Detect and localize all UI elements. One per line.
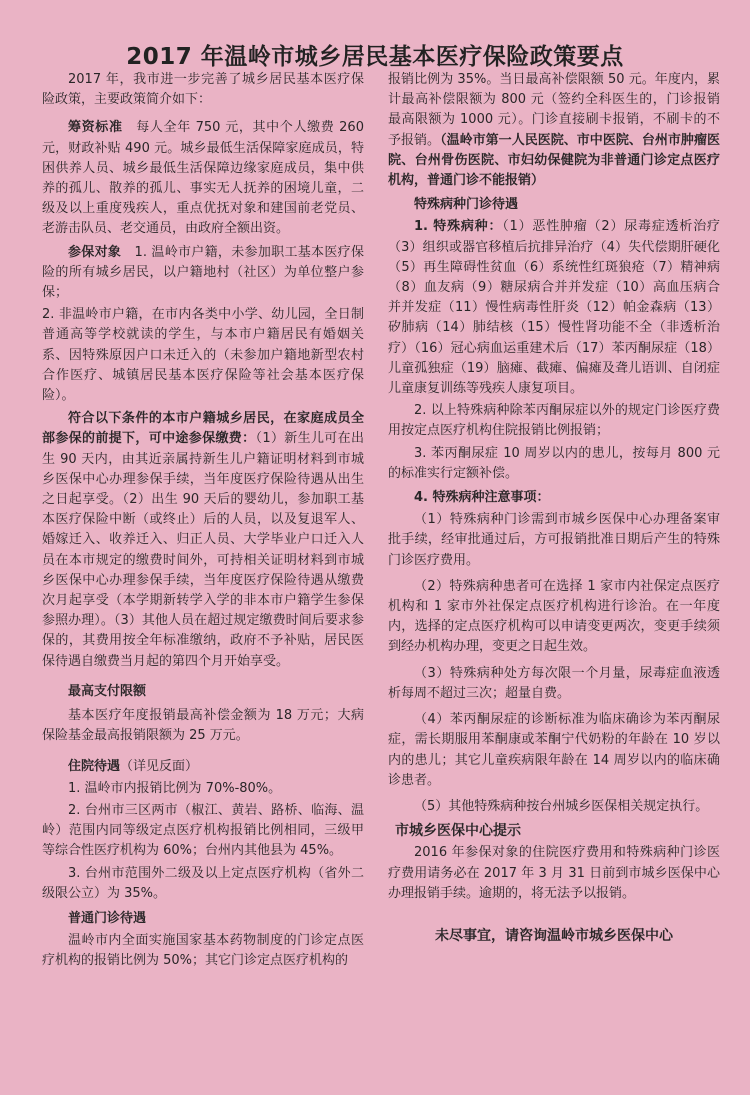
max-pay-text: 基本医疗年度报销最高补偿金额为 18 万元；大病保险基金最高报销限额为 25 万元。 [42, 708, 364, 744]
insured-text-1: 1. 温岭市户籍，未参加职工基本医疗保险的所有城乡居民，以户籍地村（社区）为单位整户参保； [42, 244, 364, 301]
insured-heading: 参保对象 [68, 244, 122, 260]
reminder-text: 2016 年参保对象的住院医疗费用和特殊病种门诊医疗费用请务必在 2017 年 3 月 31 日前到市城乡医保中心办理报销手续。逾期的，将无法予以报销。 [388, 845, 720, 901]
insured-paragraph-1 [42, 243, 364, 304]
special-paragraph-2: 2. 以上特殊病种除苯丙酮尿症以外的规定门诊医疗费用按定点医疗机构住院报销比例报销； [388, 403, 720, 439]
funding-heading: 筹资标准 [68, 120, 123, 136]
notes-item-1: （1）特殊病种门诊需到市城乡医保中心办理备案审批手续，经审批通过后，方可报销批准日期后产生的特殊门诊医疗费用。 [388, 512, 720, 568]
page-title: 2017 年温岭市城乡居民基本医疗保险政策要点 [126, 44, 624, 70]
reminder-heading: 市城乡医保中心提示 [395, 823, 521, 840]
inpatient-note: （详见反面） [120, 758, 199, 774]
special-label-1: 1. 特殊病种： [414, 219, 503, 235]
special-paragraph-1 [388, 217, 720, 399]
midyear-text: （1）新生儿可在出生 90 天内，由其近亲属持新生儿户籍证明材料到市城乡医保中心办理参保手续，当年度医疗保险待遇从出生之日起享受。（2）出生 90 天后的婴幼儿，参加职工基本医疗保险中断（或终止）后的人员，以及复退军人、婚嫁迁入、收养迁入、归正人员、大学毕业户口迁入人员在本市规定的缴费时间外，可持相关证明材料到市城乡医保中心办理参保手续，当年度医疗保险待遇从缴费次月起享受（本学期新转学入学的非本市户籍学生参保参照办理）。（3）其他人员在超过规定缴费时间后要求参保的，其费用按全年标准缴纳，政府不予补贴，居民医保待遇自缴费当月起的第四个月开始享受。 [42, 431, 364, 669]
notes-item-3: （3）特殊病种处方每次限一个月量，尿毒症血液透析每周不超过三次；超量自费。 [388, 665, 720, 701]
inpatient-item-2: 2. 台州市三区两市（椒江、黄岩、路桥、临海、温岭）范围内同等级定点医疗机构报销比例相同，三级甲等综合性医疗机构为 60%；台州内其他县为 45%。 [42, 802, 364, 859]
notes-item-2: （2）特殊病种患者可在选择 1 家市内社保定点医疗机构和 1 家市外社保定点医疗机构进行诊治。在一年度内，选择的定点医疗机构可以申请变更两次，变更手续须到经办机构办理，变更之日起生效。 [388, 578, 720, 655]
inpatient-item-3: 3. 台州市范围外二级及以上定点医疗机构（省外二级限公立）为 35%。 [42, 865, 364, 901]
outpatient-text-right [388, 70, 720, 191]
outpatient-text-right-2: （温岭市第一人民医院、市中医院、台州市肿瘤医院、台州骨伤医院、市妇幼保健院为非普通门诊定点医疗机构，普通门诊不能报销） [388, 132, 720, 189]
outpatient-text-left: 温岭市内全面实施国家基本药物制度的门诊定点医疗机构的报销比例为 50%；其它门诊定点医疗机构的 [42, 933, 364, 969]
special-text-1: （1）恶性肿瘤（2）尿毒症透析治疗（3）组织或器官移植后抗排异治疗（4）失代偿期肝硬化（5）再生障碍性贫血（6）系统性红斑狼疮（7）精神病（8）血友病（9）糖尿病合并并发症（10）高血压病合并并发症（11）慢性病毒性肝炎（12）帕金森病（13）矽肺病（14）肺结核（15）慢性肾功能不全（非透析治疗）（16）冠心病血运重建术后（17）苯丙酮尿症（18）儿童孤独症（19）脑瘫、截瘫、偏瘫及聋儿语训、自闭症儿童康复训练等残疾人康复项目。 [388, 219, 720, 397]
midyear-paragraph [42, 409, 364, 672]
notes-heading: 4. 特殊病种注意事项： [414, 490, 550, 506]
notes-item-5: （5）其他特殊病种按台州城乡医保相关规定执行。 [414, 798, 709, 814]
special-paragraph-3: 3. 苯丙酮尿症 10 周岁以内的患儿，按每月 800 元的标准实行定额补偿。 [388, 445, 720, 481]
left-column [42, 70, 364, 974]
outpatient-heading: 普通门诊待遇 [68, 910, 147, 926]
inpatient-item-1: 1. 温岭市内报销比例为 70%-80%。 [68, 780, 282, 796]
insured-paragraph-2: 2. 非温岭市户籍，在市内各类中小学、幼儿园，全日制普通高等学校就读的学生，与本市户籍居民有婚姻关系、因特殊原因户口未迁入的（未参加户籍地新型农村合作医疗、城镇居民基本医疗保险等社会基本医疗保险）。 [42, 307, 364, 404]
right-column [388, 70, 720, 946]
closing-note: 未尽事宜，请咨询温岭市城乡医保中心 [435, 927, 673, 944]
midyear-bold-text: 符合以下条件的本市户籍城乡居民，在家庭成员全部参保的前提下，可中途参保缴费： [42, 411, 364, 447]
outpatient-text-right-1: 报销比例为 35%。当日最高补偿限额 50 元。年度内，累计最高补偿限额为 800 元（签约全科医生的，门诊报销最高限额为 1000 元）。门诊直接刷卡报销，不刷卡的不予报销。 [388, 72, 720, 148]
inpatient-heading-row [42, 757, 364, 777]
max-pay-heading: 最高支付限额 [68, 683, 147, 699]
inpatient-heading: 住院待遇 [68, 758, 121, 774]
intro-paragraph: 2017 年，我市进一步完善了城乡居民基本医疗保险政策，主要政策简介如下： [42, 72, 364, 108]
notes-item-4: （4）苯丙酮尿症的诊断标准为临床确诊为苯丙酮尿症，需长期服用苯酮康或苯酮宁代奶粉的年龄在 10 岁以内的患儿；其它儿童疾病限年龄在 14 周岁以内的临床确诊患者。 [388, 712, 720, 788]
funding-paragraph [42, 118, 364, 239]
special-heading: 特殊病种门诊待遇 [414, 197, 519, 213]
funding-text: 每人全年 750 元，其中个人缴费 260 元，财政补贴 490 元。城乡最低生活保障家庭成员，特困供养人员、城乡最低生活保障边缘家庭成员，集中供养的孤儿、散养的孤儿、事实无人抚养的困境儿童，二级及以上重度残疾人，重点优抚对象和建国前老党员、老游击队员、老交通员，由政府全额出资。 [42, 120, 364, 237]
